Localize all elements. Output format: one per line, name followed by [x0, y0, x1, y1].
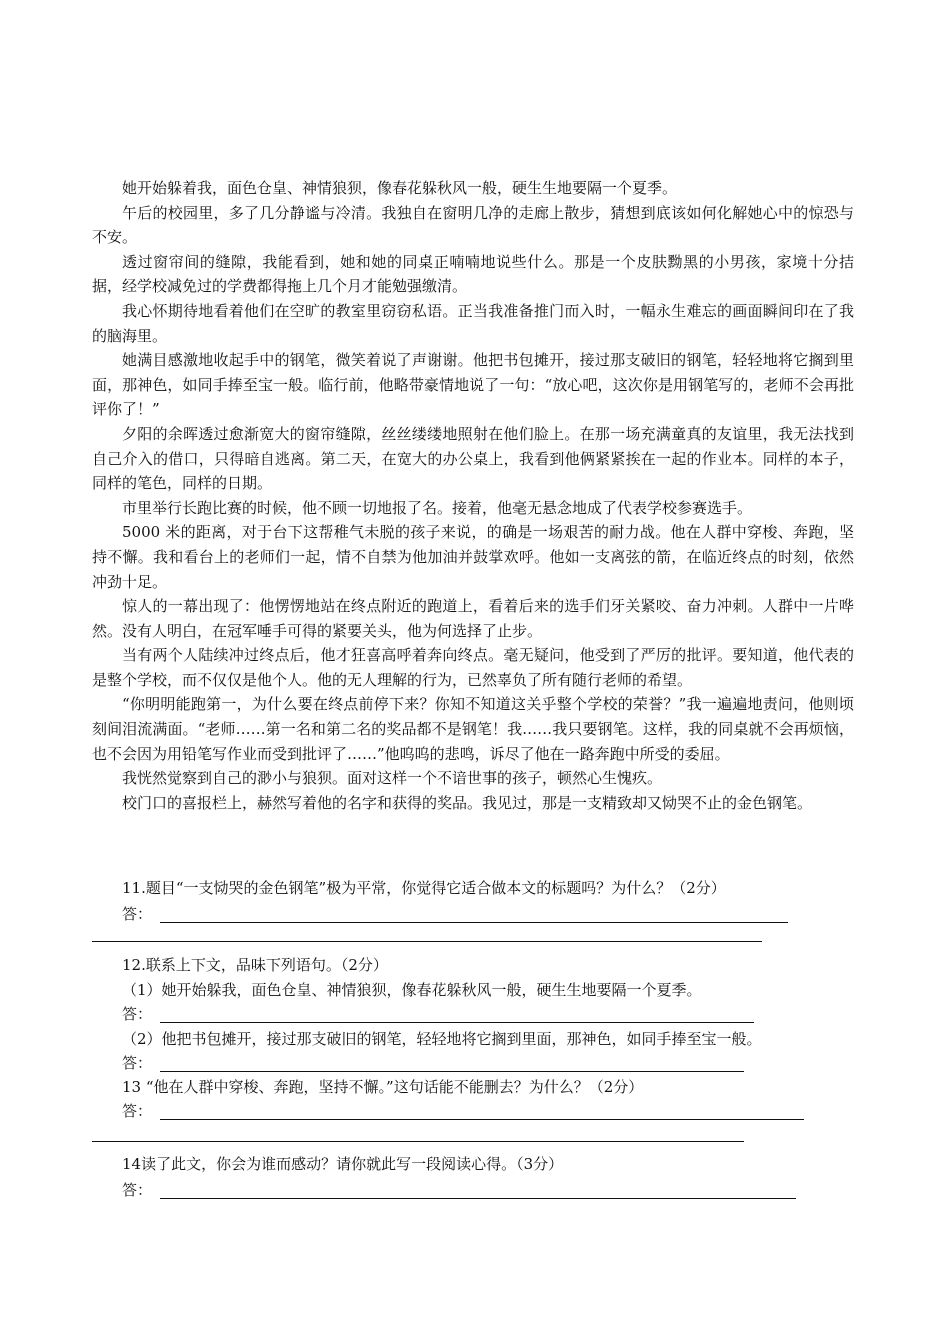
answer-line-extra[interactable] — [92, 941, 762, 942]
answer-line — [160, 1071, 744, 1072]
question-11: 11.题目“一支恸哭的金色钢笔”极为平常，你觉得它适合做本文的标题吗？为什么？（2分） — [122, 879, 726, 897]
reading-passage — [92, 176, 854, 815]
answer-label: 答： — [122, 1054, 153, 1072]
question-13: 13 “他在人群中穿梭、奔跑，坚持不懈。”这句话能不能删去？为什么？（2分） — [122, 1078, 644, 1096]
question-12-2: （2）他把书包摊开，接过那支破旧的钢笔，轻轻地将它搁到里面，那神色，如同手捧至宝一般。 — [122, 1030, 762, 1048]
answer-12-1[interactable] — [122, 1003, 754, 1025]
answer-line — [160, 1119, 804, 1120]
answer-14[interactable] — [122, 1179, 796, 1201]
passage-paragraph: 市里举行长跑比赛的时候，他不顾一切地报了名。接着，他毫无悬念地成了代表学校参赛选手。 — [122, 498, 753, 517]
answer-12-2[interactable] — [122, 1052, 744, 1074]
answer-line-extra[interactable] — [92, 1141, 744, 1142]
answer-label: 答： — [122, 1102, 153, 1120]
passage-paragraph: 校门口的喜报栏上，赫然写着他的名字和获得的奖品。我见过，那是一支精致却又恸哭不止的金色钢笔。 — [122, 793, 813, 812]
passage-paragraph: 午后的校园里，多了几分静谧与冷清。我独自在窗明几净的走廊上散步，猜想到底该如何化解她心中的惊恐与不安。 — [92, 203, 854, 247]
passage-paragraph: 夕阳的余晖透过愈渐宽大的窗帘缝隙，丝丝缕缕地照射在他们脸上。在那一场充满童真的友谊里，我无法找到自己介入的借口，只得暗自逃离。第二天，在宽大的办公桌上，我看到他俩紧紧挨在一起的作业本。同样的本子，同样的笔色，同样的日期。 — [92, 424, 854, 493]
question-12: 12.联系上下文，品味下列语句。（2分） — [122, 956, 388, 974]
passage-paragraph: 她开始躲着我，面色仓皇、神情狼狈，像春花躲秋风一般，硬生生地要隔一个夏季。 — [122, 179, 678, 197]
answer-line — [160, 1198, 796, 1199]
passage-paragraph: 当有两个人陆续冲过终点后，他才狂喜高呼着奔向终点。毫无疑问，他受到了严厉的批评。要知道，他代表的是整个学校，而不仅仅是他个人。他的无人理解的行为，已然辜负了所有随行老师的希望。 — [92, 646, 854, 689]
answer-13[interactable] — [122, 1100, 804, 1122]
passage-paragraph: “你明明能跑第一，为什么要在终点前停下来？你知不知道这关乎整个学校的荣誉？”我一遍遍地责问，他则顷刻间泪流满面。“老师……第一名和第二名的奖品都不是钢笔！我……我只要钢笔。这样，我的同桌就不会再烦恼，也不会因为用铅笔写作业而受到批评了……”他呜呜的悲鸣，诉尽了他在一路奔跑中所受的委屈。 — [92, 695, 854, 763]
answer-label: 答： — [122, 1181, 153, 1199]
passage-paragraph: 5000 米的距离，对于台下这帮稚气未脱的孩子来说，的确是一场艰苦的耐力战。他在人群中穿梭、奔跑，坚持不懈。我和看台上的老师们一起，情不自禁为他加油并鼓掌欢呼。他如一支离弦的箭，在临近终点的时刻，依然冲劲十足。 — [92, 523, 854, 591]
passage-paragraph: 我恍然觉察到自己的渺小与狼狈。面对这样一个不谙世事的孩子，顿然心生愧疚。 — [122, 769, 663, 788]
passage-paragraph: 我心怀期待地看着他们在空旷的教室里窃窃私语。正当我准备推门而入时，一幅永生难忘的画面瞬间印在了我的脑海里。 — [92, 301, 854, 345]
answer-11[interactable] — [122, 903, 788, 925]
answer-label: 答： — [122, 905, 153, 923]
passage-paragraph: 惊人的一幕出现了：他愣愣地站在终点附近的跑道上，看着后来的选手们牙关紧咬、奋力冲刺。人群中一片哗然。没有人明白，在冠军唾手可得的紧要关头，他为何选择了止步。 — [92, 597, 854, 640]
answer-line — [160, 1022, 754, 1023]
passage-paragraph: 她满目感激地收起手中的钢笔，微笑着说了声谢谢。他把书包摊开，接过那支破旧的钢笔，轻轻地将它搁到里面，那神色，如同手捧至宝一般。临行前，他略带豪情地说了一句：“放心吧，这次你是用钢笔写的，老师不会再批评你了！” — [92, 351, 854, 419]
question-14: 14读了此文，你会为谁而感动？请你就此写一段阅读心得。（3分） — [122, 1155, 564, 1173]
answer-label: 答： — [122, 1005, 153, 1023]
passage-paragraph: 透过窗帘间的缝隙，我能看到，她和她的同桌正喃喃地说些什么。那是一个皮肤黝黑的小男孩，家境十分拮据，经学校减免过的学费都得拖上几个月才能勉强缴清。 — [92, 252, 854, 296]
question-12-1: （1）她开始躲我，面色仓皇、神情狼狈，像春花躲秋风一般，硬生生地要隔一个夏季。 — [122, 981, 702, 999]
answer-line — [160, 922, 788, 923]
